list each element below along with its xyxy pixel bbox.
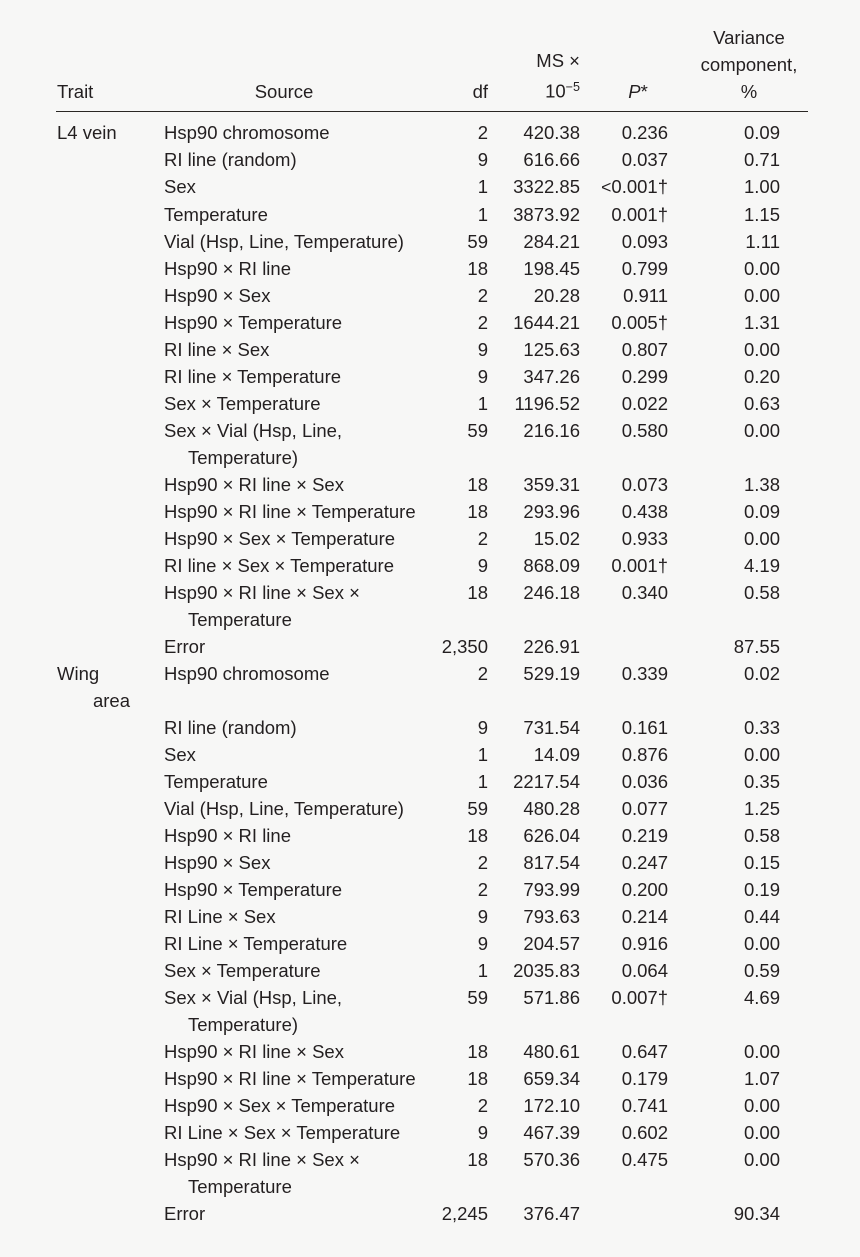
df-value: 9 [477, 149, 488, 170]
df-value: 2 [477, 122, 488, 143]
ms-header-exponent: −5 [565, 80, 580, 95]
source-label: Sex [164, 176, 196, 197]
variance-component-value: 4.19 [743, 555, 780, 576]
ms-value: 626.04 [523, 825, 580, 846]
source-label: Temperature [164, 204, 268, 225]
trait-spacer [56, 1146, 138, 1200]
df-value: 9 [477, 366, 488, 387]
ms-value: 359.31 [523, 474, 580, 495]
trait-spacer [56, 255, 138, 282]
df-value: 18 [467, 1149, 488, 1170]
variance-component-value: 1.25 [743, 798, 780, 819]
p-value: 0.001† [611, 555, 668, 576]
variance-component-value: 1.00 [743, 176, 780, 197]
variance-component-value: 0.00 [743, 933, 780, 954]
variance-component-value: 4.69 [743, 987, 780, 1008]
p-header-symbol: P [628, 81, 641, 102]
table-row [56, 957, 808, 984]
header-row [56, 24, 808, 111]
trait-spacer [56, 849, 138, 876]
variance-component-value: 0.35 [743, 771, 780, 792]
table-row [56, 1038, 808, 1065]
ms-value: 125.63 [523, 339, 580, 360]
variance-component-value: 0.15 [743, 852, 780, 873]
p-value: 0.475 [621, 1149, 668, 1170]
df-value: 2,350 [441, 636, 488, 657]
ms-value: 731.54 [523, 717, 580, 738]
df-value: 2 [477, 879, 488, 900]
variance-component-value: 0.00 [743, 285, 780, 306]
df-value: 1 [477, 960, 488, 981]
ms-value: 226.91 [523, 636, 580, 657]
table-row [56, 579, 808, 633]
trait-spacer [56, 876, 138, 903]
trait-spacer [56, 146, 138, 173]
trait-spacer [56, 228, 138, 255]
trait-spacer [56, 471, 138, 498]
source-label: Sex × Temperature [164, 960, 321, 981]
table-row [56, 552, 808, 579]
source-label: Hsp90 chromosome [164, 122, 330, 143]
trait-spacer [56, 417, 138, 471]
table-row [56, 173, 808, 201]
trait-spacer [56, 903, 138, 930]
trait-spacer [56, 1038, 138, 1065]
variance-component-value: 0.00 [743, 1122, 780, 1143]
p-value: 0.247 [621, 852, 668, 873]
table-row [56, 282, 808, 309]
p-value: 0.340 [621, 582, 668, 603]
p-value: 0.602 [621, 1122, 668, 1143]
variance-component-value: 0.19 [743, 879, 780, 900]
p-value: 0.036 [621, 771, 668, 792]
table-row [56, 309, 808, 336]
table-row [56, 201, 808, 228]
p-value: 0.200 [621, 879, 668, 900]
trait-spacer [56, 1119, 138, 1146]
ms-value: 1644.21 [513, 312, 580, 333]
ms-value: 246.18 [523, 582, 580, 603]
table-row [56, 363, 808, 390]
p-value: 0.933 [621, 528, 668, 549]
trait-spacer [56, 741, 138, 768]
df-value: 59 [467, 987, 488, 1008]
table-row [56, 471, 808, 498]
source-label-line1: Sex × Vial (Hsp, Line, [164, 420, 343, 441]
source-label-line1: Hsp90 × RI line × Sex × [164, 1149, 360, 1170]
ms-value: 15.02 [533, 528, 580, 549]
trait-spacer [56, 498, 138, 525]
source-label-continuation: Temperature) [188, 447, 299, 468]
table-row [56, 849, 808, 876]
p-value: 0.299 [621, 366, 668, 387]
ms-value: 3873.92 [513, 204, 580, 225]
table-body [56, 112, 808, 1228]
source-label: Temperature [164, 771, 268, 792]
p-value: 0.876 [621, 744, 668, 765]
table-row [56, 903, 808, 930]
table-row [56, 660, 808, 714]
df-value: 2 [477, 852, 488, 873]
source-label: Vial (Hsp, Line, Temperature) [164, 231, 404, 252]
source-label: RI line (random) [164, 717, 297, 738]
source-label: Hsp90 × Sex [164, 285, 271, 306]
table-row [56, 984, 808, 1038]
p-value: 0.005† [611, 312, 668, 333]
p-value: 0.438 [621, 501, 668, 522]
vc-header-line1: Variance [713, 27, 785, 48]
table-row [56, 822, 808, 849]
trait-spacer [56, 309, 138, 336]
variance-component-value: 90.34 [733, 1203, 780, 1224]
df-value: 2 [477, 312, 488, 333]
table-row [56, 633, 808, 660]
ms-value: 480.28 [523, 798, 580, 819]
source-label: Hsp90 × RI line × Temperature [164, 501, 416, 522]
ms-value: 480.61 [523, 1041, 580, 1062]
source-label: Error [164, 1203, 206, 1224]
ms-value: 420.38 [523, 122, 580, 143]
variance-component-value: 0.20 [743, 366, 780, 387]
source-label: Sex [164, 744, 196, 765]
trait-spacer [56, 633, 138, 660]
ms-value: 284.21 [523, 231, 580, 252]
vc-header-line3: % [740, 81, 758, 102]
table-row [56, 714, 808, 741]
p-header-footnote-marker: * [640, 81, 648, 102]
column-header-trait: Trait [57, 81, 94, 102]
source-label: Hsp90 × Temperature [164, 312, 343, 333]
table-row [56, 741, 808, 768]
df-value: 1 [477, 204, 488, 225]
source-label: Hsp90 × Temperature [164, 879, 343, 900]
variance-component-value: 0.00 [743, 1095, 780, 1116]
trait-spacer [56, 525, 138, 552]
source-label: RI Line × Sex [164, 906, 276, 927]
p-value: 0.339 [621, 663, 668, 684]
p-value: 0.741 [621, 1095, 668, 1116]
p-value: 0.093 [621, 231, 668, 252]
df-value: 9 [477, 717, 488, 738]
source-label: Hsp90 chromosome [164, 663, 330, 684]
trait-spacer [56, 930, 138, 957]
p-value [586, 1200, 690, 1227]
trait-spacer [56, 768, 138, 795]
column-header-source: Source [254, 81, 314, 102]
ms-value: 868.09 [523, 555, 580, 576]
source-label-line1: Hsp90 × RI line × Sex × [164, 582, 360, 603]
variance-component-value: 0.00 [743, 258, 780, 279]
ms-value: 3322.85 [513, 176, 580, 197]
p-value: <0.001† [601, 176, 668, 197]
p-value: 0.179 [621, 1068, 668, 1089]
ms-value: 616.66 [523, 149, 580, 170]
variance-component-value: 0.09 [743, 122, 780, 143]
variance-component-value: 0.33 [743, 717, 780, 738]
df-value: 9 [477, 1122, 488, 1143]
trait-spacer [56, 579, 138, 633]
source-label: RI line × Sex [164, 339, 270, 360]
trait-spacer [56, 957, 138, 984]
df-value: 59 [467, 420, 488, 441]
ms-value: 204.57 [523, 933, 580, 954]
p-value: 0.799 [621, 258, 668, 279]
variance-component-value: 0.58 [743, 825, 780, 846]
variance-component-value: 0.09 [743, 501, 780, 522]
p-value [586, 633, 690, 660]
ms-value: 20.28 [533, 285, 580, 306]
variance-component-value: 1.38 [743, 474, 780, 495]
table-header [56, 24, 808, 112]
p-value: 0.580 [621, 420, 668, 441]
df-value: 18 [467, 474, 488, 495]
variance-component-value: 1.15 [743, 204, 780, 225]
source-label [138, 579, 430, 633]
df-value: 9 [477, 555, 488, 576]
p-value: 0.001† [611, 204, 668, 225]
source-label: Hsp90 × RI line × Temperature [164, 1068, 416, 1089]
variance-component-value: 1.31 [743, 312, 780, 333]
p-value: 0.073 [621, 474, 668, 495]
df-value: 9 [477, 339, 488, 360]
trait-spacer [56, 390, 138, 417]
column-header-ms [492, 24, 586, 111]
source-label [138, 417, 430, 471]
variance-component-value: 0.00 [743, 420, 780, 441]
table-row [56, 417, 808, 471]
trait-label-line2: area [92, 690, 130, 711]
trait-spacer [56, 795, 138, 822]
df-value: 18 [467, 258, 488, 279]
table-row [56, 795, 808, 822]
ms-value: 293.96 [523, 501, 580, 522]
p-value: 0.807 [621, 339, 668, 360]
ms-value: 216.16 [523, 420, 580, 441]
source-label: RI line × Temperature [164, 366, 342, 387]
p-value: 0.911 [623, 285, 668, 306]
df-value: 2 [477, 1095, 488, 1116]
ms-value: 1196.52 [514, 393, 580, 414]
source-label: Hsp90 × RI line [164, 825, 291, 846]
table-row [56, 112, 808, 147]
ms-value: 2035.83 [513, 960, 580, 981]
table-row [56, 228, 808, 255]
source-label: Error [164, 636, 206, 657]
column-header-variance-component [690, 24, 808, 111]
ms-value: 793.63 [523, 906, 580, 927]
trait-label [56, 660, 138, 714]
p-value: 0.647 [621, 1041, 668, 1062]
source-label: Vial (Hsp, Line, Temperature) [164, 798, 404, 819]
p-value: 0.219 [621, 825, 668, 846]
p-value: 0.064 [621, 960, 668, 981]
trait-spacer [56, 552, 138, 579]
variance-component-value: 1.11 [745, 231, 780, 252]
df-value: 59 [467, 231, 488, 252]
ms-value: 571.86 [523, 987, 580, 1008]
ms-value: 198.45 [523, 258, 580, 279]
ms-value: 347.26 [523, 366, 580, 387]
p-value: 0.022 [621, 393, 668, 414]
source-label: RI Line × Sex × Temperature [164, 1122, 401, 1143]
table-row [56, 1200, 808, 1227]
p-value: 0.007† [611, 987, 668, 1008]
table-row [56, 390, 808, 417]
source-label: Hsp90 × RI line × Sex [164, 474, 344, 495]
column-header-df: df [472, 81, 488, 102]
table-row [56, 336, 808, 363]
df-value: 18 [467, 501, 488, 522]
trait-spacer [56, 1065, 138, 1092]
df-value: 2 [477, 285, 488, 306]
source-label: RI line (random) [164, 149, 297, 170]
p-value: 0.236 [621, 122, 668, 143]
table-row [56, 525, 808, 552]
column-header-p [586, 24, 690, 111]
df-value: 18 [467, 582, 488, 603]
trait-spacer [56, 201, 138, 228]
ms-header-base: 10 [545, 81, 566, 102]
df-value: 1 [477, 744, 488, 765]
ms-value: 659.34 [523, 1068, 580, 1089]
trait-spacer [56, 822, 138, 849]
variance-component-value: 0.00 [743, 1041, 780, 1062]
p-value: 0.161 [621, 717, 668, 738]
ms-value: 376.47 [523, 1203, 580, 1224]
source-label: RI Line × Temperature [164, 933, 348, 954]
ms-value: 793.99 [523, 879, 580, 900]
variance-component-value: 87.55 [733, 636, 780, 657]
ms-value: 570.36 [523, 1149, 580, 1170]
trait-spacer [56, 1200, 138, 1227]
trait-label-line1: Wing [57, 663, 100, 684]
trait-spacer [56, 173, 138, 201]
df-value: 1 [477, 393, 488, 414]
source-label: Hsp90 × Sex [164, 852, 271, 873]
ms-value: 529.19 [523, 663, 580, 684]
variance-component-value: 0.00 [743, 528, 780, 549]
trait-spacer [56, 363, 138, 390]
p-value: 0.037 [621, 149, 668, 170]
trait-spacer [56, 714, 138, 741]
table-row [56, 498, 808, 525]
source-label-continuation: Temperature [188, 609, 292, 630]
source-label: Sex × Temperature [164, 393, 321, 414]
ms-value: 172.10 [523, 1095, 580, 1116]
source-label: Hsp90 × Sex × Temperature [164, 528, 396, 549]
source-label-continuation: Temperature) [188, 1014, 299, 1035]
source-label: Hsp90 × RI line × Sex [164, 1041, 344, 1062]
variance-component-value: 0.71 [743, 149, 780, 170]
source-label: Hsp90 × Sex × Temperature [164, 1095, 396, 1116]
table-row [56, 876, 808, 903]
anova-table [56, 24, 808, 1227]
df-value: 2,245 [441, 1203, 488, 1224]
table-row [56, 146, 808, 173]
variance-component-value: 0.58 [743, 582, 780, 603]
source-label: Hsp90 × RI line [164, 258, 291, 279]
source-label: RI line × Sex × Temperature [164, 555, 395, 576]
df-value: 18 [467, 825, 488, 846]
variance-component-value: 0.63 [743, 393, 780, 414]
df-value: 18 [467, 1068, 488, 1089]
trait-spacer [56, 336, 138, 363]
ms-value: 467.39 [523, 1122, 580, 1143]
variance-component-value: 0.44 [743, 906, 780, 927]
p-value: 0.916 [621, 933, 668, 954]
ms-header-line2 [492, 74, 580, 105]
source-label [138, 984, 430, 1038]
table-row [56, 1092, 808, 1119]
p-value: 0.077 [621, 798, 668, 819]
variance-component-value: 0.00 [743, 744, 780, 765]
variance-component-value: 0.00 [743, 339, 780, 360]
df-value: 2 [477, 528, 488, 549]
variance-component-value: 0.59 [743, 960, 780, 981]
trait-label: L4 vein [57, 122, 117, 143]
ms-value: 2217.54 [513, 771, 580, 792]
table-row [56, 1146, 808, 1200]
variance-component-value: 1.07 [743, 1068, 780, 1089]
trait-spacer [56, 282, 138, 309]
source-label-line1: Sex × Vial (Hsp, Line, [164, 987, 343, 1008]
trait-spacer [56, 984, 138, 1038]
trait-spacer [56, 1092, 138, 1119]
df-value: 9 [477, 933, 488, 954]
table-row [56, 255, 808, 282]
source-label [138, 1146, 430, 1200]
df-value: 1 [477, 176, 488, 197]
df-value: 18 [467, 1041, 488, 1062]
variance-component-value: 0.02 [743, 663, 780, 684]
df-value: 2 [477, 663, 488, 684]
ms-value: 14.09 [533, 744, 580, 765]
table-row [56, 930, 808, 957]
table-row [56, 1119, 808, 1146]
df-value: 59 [467, 798, 488, 819]
source-label-continuation: Temperature [188, 1176, 292, 1197]
variance-component-value: 0.00 [743, 1149, 780, 1170]
table-row [56, 1065, 808, 1092]
vc-header-line2: component, [700, 54, 798, 75]
df-value: 1 [477, 771, 488, 792]
ms-value: 817.54 [523, 852, 580, 873]
ms-header-line1: MS × [536, 50, 580, 72]
df-value: 9 [477, 906, 488, 927]
p-value: 0.214 [621, 906, 668, 927]
table-row [56, 768, 808, 795]
